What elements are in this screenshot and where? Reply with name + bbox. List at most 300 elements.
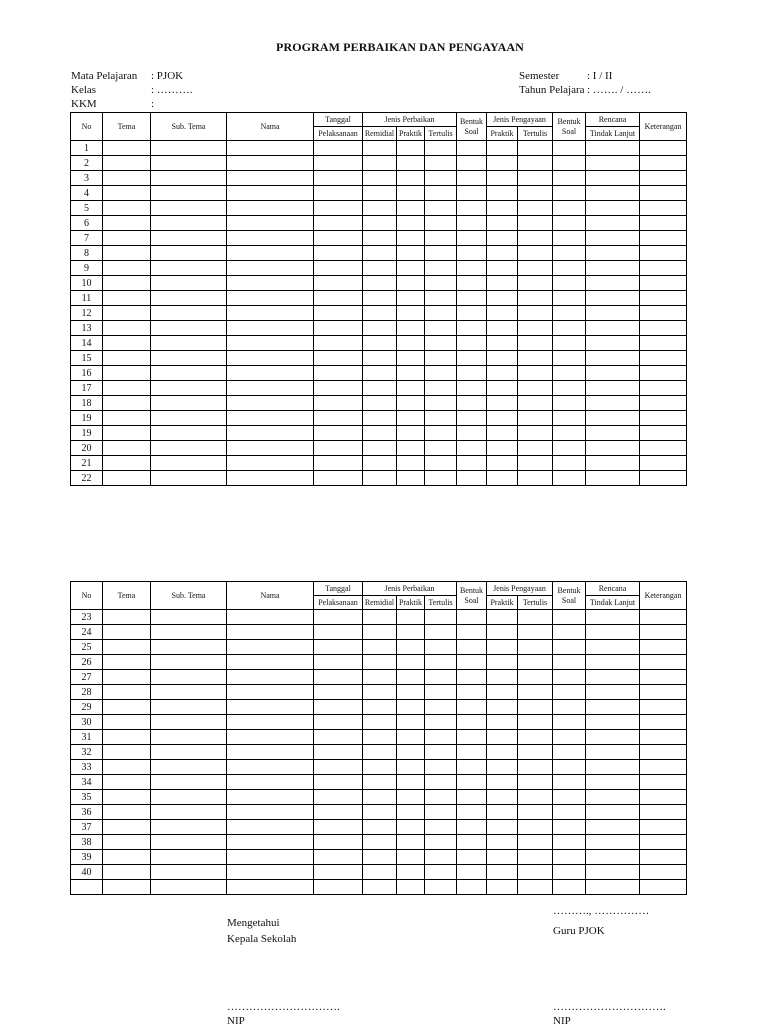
table-cell: [553, 760, 586, 775]
table-cell: [487, 231, 518, 246]
table-cell: [227, 336, 314, 351]
table-cell: [151, 670, 227, 685]
table-cell: [103, 805, 151, 820]
table-cell: [103, 670, 151, 685]
table-cell: [640, 141, 687, 156]
table-cell: [363, 246, 397, 261]
row-number: 21: [71, 456, 103, 471]
table-cell: [227, 730, 314, 745]
table-cell: [487, 456, 518, 471]
table-cell: [103, 186, 151, 201]
row-number: 19: [71, 426, 103, 441]
table-cell: [103, 366, 151, 381]
table-cell: [553, 685, 586, 700]
table-row: [71, 246, 687, 261]
table-row: [71, 156, 687, 171]
table-cell: [586, 835, 640, 850]
table-row: [71, 685, 687, 700]
table-cell: [227, 246, 314, 261]
table-row: [71, 216, 687, 231]
header-soal: Soal: [561, 126, 577, 136]
table-cell: [227, 381, 314, 396]
table-cell: [553, 291, 586, 306]
table-row: [71, 261, 687, 276]
header-keterangan: Keterangan: [640, 582, 687, 610]
table-cell: [553, 610, 586, 625]
table-cell: [227, 441, 314, 456]
table-cell: [640, 456, 687, 471]
row-number: 25: [71, 640, 103, 655]
table-cell: [487, 700, 518, 715]
table-cell: [103, 246, 151, 261]
table-cell: [518, 321, 553, 336]
table-cell: [397, 730, 425, 745]
table-cell: [151, 186, 227, 201]
header-soal: Soal: [561, 595, 577, 605]
table-cell: [640, 231, 687, 246]
header-no: No: [71, 582, 103, 610]
table-cell: [487, 261, 518, 276]
meta-left-block: [71, 69, 193, 111]
table-cell: [518, 351, 553, 366]
table-cell: [425, 835, 457, 850]
table-cell: [151, 381, 227, 396]
table-cell: [227, 820, 314, 835]
row-number: 35: [71, 790, 103, 805]
table-cell: [553, 351, 586, 366]
table-cell: [640, 730, 687, 745]
table-cell: [518, 610, 553, 625]
table-cell: [314, 261, 363, 276]
table-cell: [457, 715, 487, 730]
table-cell: [151, 231, 227, 246]
table-cell: [103, 171, 151, 186]
table-cell: [151, 685, 227, 700]
header-nama: Nama: [227, 582, 314, 610]
table-cell: [103, 321, 151, 336]
table-cell: [425, 291, 457, 306]
table-cell: [151, 171, 227, 186]
table-cell: [518, 820, 553, 835]
table-row: [71, 426, 687, 441]
table-cell: [518, 276, 553, 291]
row-number: 37: [71, 820, 103, 835]
row-number: 4: [71, 186, 103, 201]
table-row: [71, 775, 687, 790]
table-cell: [314, 471, 363, 486]
table-row: [71, 396, 687, 411]
table-cell: [227, 321, 314, 336]
table-cell: [227, 625, 314, 640]
table-cell: [457, 411, 487, 426]
table-cell: [397, 715, 425, 730]
table-cell: [103, 141, 151, 156]
table-cell: [518, 670, 553, 685]
table-row: [71, 730, 687, 745]
header-bentuk-soal-2: [553, 113, 586, 141]
table-cell: [363, 306, 397, 321]
header-bentuk: Bentuk: [459, 116, 484, 126]
table-cell: [457, 790, 487, 805]
table-cell: [397, 790, 425, 805]
table-cell: [103, 411, 151, 426]
table-row: [71, 745, 687, 760]
table-cell: [518, 745, 553, 760]
table-cell: [363, 745, 397, 760]
table-cell: [640, 366, 687, 381]
table-row: [71, 336, 687, 351]
row-number: 30: [71, 715, 103, 730]
table-row: [71, 441, 687, 456]
table-cell: [487, 850, 518, 865]
table-cell: [553, 790, 586, 805]
table-cell: [151, 760, 227, 775]
table-cell: [487, 730, 518, 745]
table-cell: [314, 306, 363, 321]
table-cell: [586, 685, 640, 700]
table-cell: [586, 625, 640, 640]
table-cell: [151, 805, 227, 820]
table-cell: [640, 655, 687, 670]
table-cell: [397, 426, 425, 441]
table-cell: [553, 640, 586, 655]
table-cell: [425, 216, 457, 231]
table-cell: [425, 336, 457, 351]
table-row: [71, 655, 687, 670]
table-cell: [103, 261, 151, 276]
table-cell: [103, 306, 151, 321]
table-cell: [425, 625, 457, 640]
table-cell: [227, 745, 314, 760]
table-cell: [553, 441, 586, 456]
table-cell: [314, 655, 363, 670]
table-row: [71, 850, 687, 865]
table-cell: [227, 216, 314, 231]
table-cell: [397, 321, 425, 336]
table-cell: [314, 700, 363, 715]
table-cell: [314, 610, 363, 625]
table-cell: [397, 261, 425, 276]
table-cell: [487, 186, 518, 201]
table-cell: [553, 880, 586, 895]
row-number: 22: [71, 471, 103, 486]
table-cell: [487, 625, 518, 640]
table-cell: [425, 670, 457, 685]
header-jenis-pengayaan: Jenis Pengayaan: [487, 113, 553, 127]
table-cell: [151, 471, 227, 486]
table-cell: [314, 715, 363, 730]
table-cell: [227, 291, 314, 306]
table-cell: [457, 366, 487, 381]
table-row: [71, 366, 687, 381]
table-cell: [314, 336, 363, 351]
table-cell: [586, 850, 640, 865]
table-cell: [227, 805, 314, 820]
table-cell: [397, 156, 425, 171]
table-cell: [518, 336, 553, 351]
table-cell: [397, 336, 425, 351]
table-cell: [586, 745, 640, 760]
table-cell: [586, 426, 640, 441]
header-rencana: Rencana: [586, 113, 640, 127]
table-cell: [103, 216, 151, 231]
table-cell: [586, 396, 640, 411]
remedial-table-1: [70, 112, 687, 486]
header-tertulis-2: Tertulis: [518, 596, 553, 610]
table-cell: [314, 670, 363, 685]
table-cell: [151, 775, 227, 790]
row-number: 14: [71, 336, 103, 351]
table-cell: [487, 685, 518, 700]
table-cell: [363, 171, 397, 186]
table-cell: [425, 366, 457, 381]
table-cell: [227, 610, 314, 625]
table-cell: [586, 880, 640, 895]
table-cell: [518, 261, 553, 276]
row-number: [71, 880, 103, 895]
table-cell: [397, 246, 425, 261]
row-number: 29: [71, 700, 103, 715]
table-cell: [518, 426, 553, 441]
table-cell: [227, 790, 314, 805]
table-cell: [586, 441, 640, 456]
header-bentuk-soal: [457, 113, 487, 141]
table-cell: [457, 426, 487, 441]
table-cell: [586, 865, 640, 880]
table-cell: [227, 670, 314, 685]
table-cell: [553, 321, 586, 336]
meta-label: Mata Pelajaran: [71, 70, 138, 82]
table-cell: [640, 805, 687, 820]
table-cell: [103, 201, 151, 216]
table-cell: [227, 411, 314, 426]
table-cell: [151, 610, 227, 625]
table-cell: [518, 850, 553, 865]
table-cell: [363, 456, 397, 471]
header-bentuk: Bentuk: [459, 585, 484, 595]
table-cell: [363, 880, 397, 895]
table-cell: [314, 745, 363, 760]
meta-row-class: [71, 83, 193, 97]
table-cell: [586, 321, 640, 336]
table-cell: [314, 396, 363, 411]
table-cell: [363, 820, 397, 835]
table-cell: [397, 820, 425, 835]
table-cell: [640, 715, 687, 730]
row-number: 39: [71, 850, 103, 865]
table-cell: [586, 201, 640, 216]
table-cell: [314, 790, 363, 805]
table-cell: [151, 745, 227, 760]
kepala-sekolah-label: Kepala Sekolah: [227, 933, 297, 945]
table-row: [71, 351, 687, 366]
table-cell: [457, 835, 487, 850]
table-cell: [487, 276, 518, 291]
table-cell: [487, 411, 518, 426]
table-cell: [227, 850, 314, 865]
table-cell: [457, 471, 487, 486]
table-cell: [363, 610, 397, 625]
row-number: 32: [71, 745, 103, 760]
table-cell: [151, 730, 227, 745]
header-sub-tema: Sub. Tema: [151, 582, 227, 610]
table-cell: [487, 610, 518, 625]
table-cell: [425, 760, 457, 775]
table-cell: [151, 850, 227, 865]
table-cell: [457, 685, 487, 700]
table-cell: [640, 156, 687, 171]
table-cell: [586, 276, 640, 291]
table-cell: [227, 261, 314, 276]
table-cell: [487, 216, 518, 231]
table-row: [71, 411, 687, 426]
table-cell: [487, 396, 518, 411]
table-cell: [227, 471, 314, 486]
table-cell: [363, 865, 397, 880]
table-cell: [640, 306, 687, 321]
table-cell: [553, 396, 586, 411]
table-row: [71, 471, 687, 486]
table-cell: [103, 276, 151, 291]
table-cell: [457, 216, 487, 231]
table-cell: [586, 471, 640, 486]
table-cell: [586, 610, 640, 625]
table-cell: [425, 141, 457, 156]
table-row: [71, 610, 687, 625]
table-cell: [103, 655, 151, 670]
table-cell: [103, 471, 151, 486]
table-cell: [363, 351, 397, 366]
table-cell: [487, 775, 518, 790]
table-cell: [227, 775, 314, 790]
meta-label: Kelas: [71, 84, 97, 96]
table-cell: [425, 246, 457, 261]
table-cell: [151, 456, 227, 471]
table-cell: [457, 396, 487, 411]
table-cell: [586, 775, 640, 790]
header-tertulis: Tertulis: [425, 127, 457, 141]
table-cell: [518, 715, 553, 730]
table-cell: [425, 441, 457, 456]
table-cell: [487, 471, 518, 486]
table-cell: [103, 700, 151, 715]
table-cell: [227, 865, 314, 880]
row-number: 10: [71, 276, 103, 291]
table-cell: [518, 640, 553, 655]
table-cell: [457, 186, 487, 201]
table-cell: [363, 670, 397, 685]
row-number: 9: [71, 261, 103, 276]
table-cell: [553, 715, 586, 730]
table-cell: [487, 321, 518, 336]
header-soal: Soal: [464, 126, 479, 136]
table-cell: [227, 456, 314, 471]
table-cell: [425, 685, 457, 700]
table-cell: [425, 276, 457, 291]
table-cell: [457, 141, 487, 156]
table-row: [71, 186, 687, 201]
table-cell: [553, 820, 586, 835]
table-cell: [586, 411, 640, 426]
table-cell: [487, 351, 518, 366]
table-row: [71, 231, 687, 246]
table-cell: [397, 186, 425, 201]
table-cell: [363, 411, 397, 426]
table-cell: [553, 835, 586, 850]
meta-row-subject: [71, 69, 193, 83]
table-cell: [314, 321, 363, 336]
table-cell: [457, 640, 487, 655]
table-cell: [586, 351, 640, 366]
table-cell: [487, 805, 518, 820]
table-cell: [586, 805, 640, 820]
table-cell: [363, 775, 397, 790]
header-tema: Tema: [103, 582, 151, 610]
table-cell: [457, 610, 487, 625]
table-cell: [363, 426, 397, 441]
table-cell: [227, 201, 314, 216]
table-cell: [586, 216, 640, 231]
place-date-field: ………., ……………: [553, 905, 650, 917]
table-cell: [151, 141, 227, 156]
table-cell: [457, 745, 487, 760]
table-cell: [425, 201, 457, 216]
table-cell: [518, 471, 553, 486]
table-cell: [425, 700, 457, 715]
table-cell: [397, 351, 425, 366]
table-cell: [314, 291, 363, 306]
row-number: 11: [71, 291, 103, 306]
table-cell: [227, 835, 314, 850]
row-number: 40: [71, 865, 103, 880]
table-cell: [457, 441, 487, 456]
row-number: 38: [71, 835, 103, 850]
table-cell: [397, 850, 425, 865]
table-cell: [397, 805, 425, 820]
table-cell: [518, 441, 553, 456]
table-cell: [640, 700, 687, 715]
table-cell: [518, 456, 553, 471]
row-number: 12: [71, 306, 103, 321]
table-cell: [457, 156, 487, 171]
table-cell: [227, 655, 314, 670]
table-cell: [227, 231, 314, 246]
table-cell: [397, 760, 425, 775]
table-cell: [151, 396, 227, 411]
table-cell: [103, 381, 151, 396]
table-cell: [640, 625, 687, 640]
table-cell: [363, 700, 397, 715]
table-cell: [314, 426, 363, 441]
header-tertulis: Tertulis: [425, 596, 457, 610]
table-cell: [363, 850, 397, 865]
table-cell: [363, 396, 397, 411]
table-cell: [314, 456, 363, 471]
table-cell: [151, 156, 227, 171]
table-cell: [397, 835, 425, 850]
table-cell: [553, 246, 586, 261]
table-cell: [397, 745, 425, 760]
table-cell: [314, 820, 363, 835]
table-cell: [518, 835, 553, 850]
table-cell: [103, 835, 151, 850]
table-cell: [640, 171, 687, 186]
table-row: [71, 820, 687, 835]
table-cell: [103, 610, 151, 625]
table-cell: [103, 426, 151, 441]
table-cell: [586, 156, 640, 171]
table-cell: [363, 730, 397, 745]
